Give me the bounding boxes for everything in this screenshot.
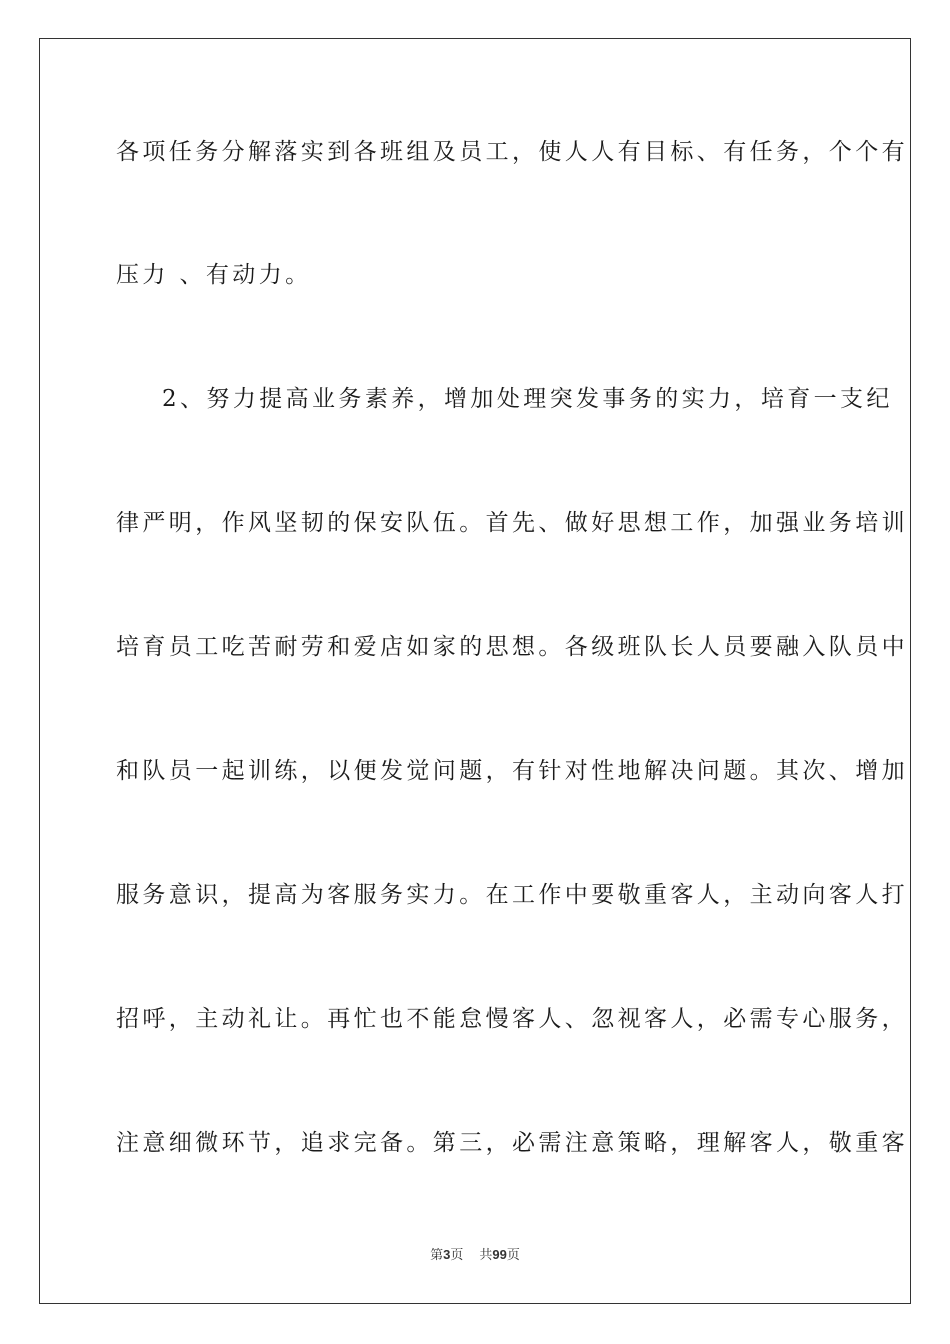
page-border: [39, 38, 911, 1304]
text-line: 培育员工吃苦耐劳和爱店如家的思想。各级班队长人员要融入队员中: [116, 634, 908, 660]
text-line: 各项任务分解落实到各班组及员工，使人人有目标、有任务，个个有: [116, 139, 908, 165]
text-line: 注意细微环节，追求完备。第三，必需注意策略，理解客人，敬重客: [116, 1130, 908, 1156]
text-line: 压力 、有动力。: [116, 262, 312, 288]
page-suffix: 页: [450, 1248, 464, 1263]
paragraph-start-line: 2、努力提高业务素养，增加处理突发事务的实力，培育一支纪: [162, 386, 893, 412]
page-footer: [0, 1246, 950, 1265]
page-prefix: 第: [430, 1248, 444, 1263]
text-line: 和队员一起训练，以便发觉问题，有针对性地解决问题。其次、增加: [116, 758, 908, 784]
total-prefix: 共: [479, 1248, 493, 1263]
total-pages: 99: [492, 1247, 507, 1262]
page-number: 3: [443, 1247, 451, 1262]
total-suffix: 页: [506, 1248, 520, 1263]
text-line: 招呼，主动礼让。再忙也不能怠慢客人、忽视客人，必需专心服务，: [116, 1006, 908, 1032]
text-line: 律严明，作风坚韧的保安队伍。首先、做好思想工作，加强业务培训: [116, 510, 908, 536]
text-line: 服务意识，提高为客服务实力。在工作中要敬重客人，主动向客人打: [116, 882, 908, 908]
